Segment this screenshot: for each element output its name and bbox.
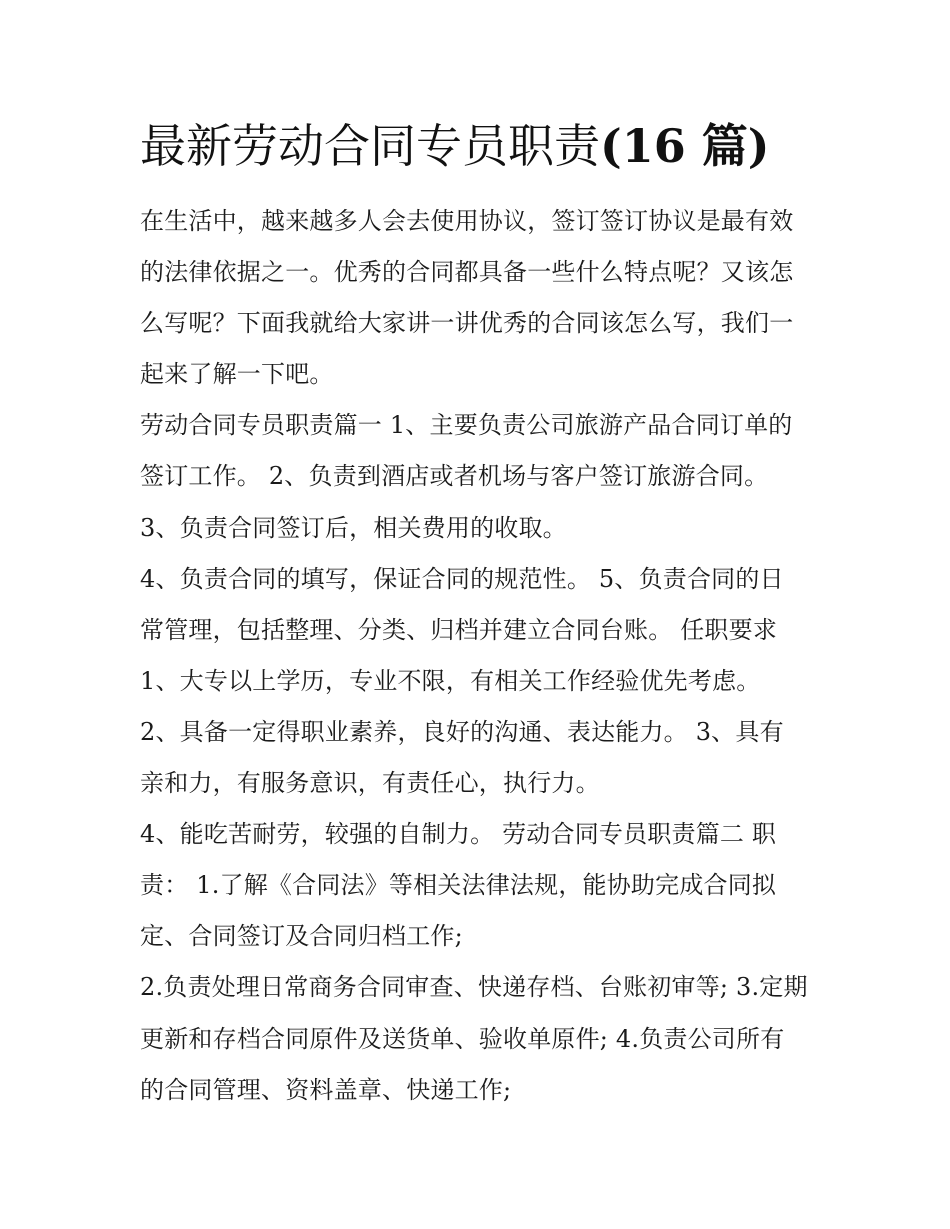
document-title-main: 最新劳动合同专员职责 xyxy=(140,119,600,173)
body-line: 签订工作。 2、负责到酒店或者机场与客户签订旅游合同。 xyxy=(140,462,769,491)
body-line: 责： 1.了解《合同法》等相关法律法规，能协助完成合同拟 xyxy=(140,871,777,900)
document-body xyxy=(140,196,820,1116)
document-title xyxy=(140,116,840,176)
body-line: 起来了解一下吧。 xyxy=(140,360,334,389)
body-line: 的法律依据之一。优秀的合同都具备一些什么特点呢？又该怎 xyxy=(140,258,794,287)
body-line: 么写呢？下面我就给大家讲一讲优秀的合同该怎么写，我们一 xyxy=(140,309,794,338)
body-line: 亲和力，有服务意识，有责任心，执行力。 xyxy=(140,769,600,798)
body-line: 3、负责合同签订后，相关费用的收取。 xyxy=(140,513,567,542)
document-title-suffix: (16 篇) xyxy=(600,119,770,173)
body-line: 定、合同签订及合同归档工作; xyxy=(140,922,463,951)
body-line: 4、负责合同的填写，保证合同的规范性。 5、负责合同的日 xyxy=(140,564,784,593)
body-line: 更新和存档合同原件及送货单、验收单原件; 4.负责公司所有 xyxy=(140,1024,785,1053)
body-line: 的合同管理、资料盖章、快递工作; xyxy=(140,1075,512,1104)
body-line: 在生活中，越来越多人会去使用协议，签订签订协议是最有效 xyxy=(140,207,794,235)
body-line: 2、具备一定得职业素养，良好的沟通、表达能力。 3、具有 xyxy=(140,717,784,746)
body-line: 4、能吃苦耐劳，较强的自制力。 劳动合同专员职责篇二 职 xyxy=(140,820,777,849)
body-line: 2.负责处理日常商务合同审查、快递存档、台账初审等; 3.定期 xyxy=(140,973,808,1002)
body-line: 劳动合同专员职责篇一 1、主要负责公司旅游产品合同订单的 xyxy=(140,411,793,440)
body-line: 常管理，包括整理、分类、归档并建立合同台账。 任职要求 xyxy=(140,615,778,644)
body-line: 1、大专以上学历，专业不限，有相关工作经验优先考虑。 xyxy=(140,666,761,695)
